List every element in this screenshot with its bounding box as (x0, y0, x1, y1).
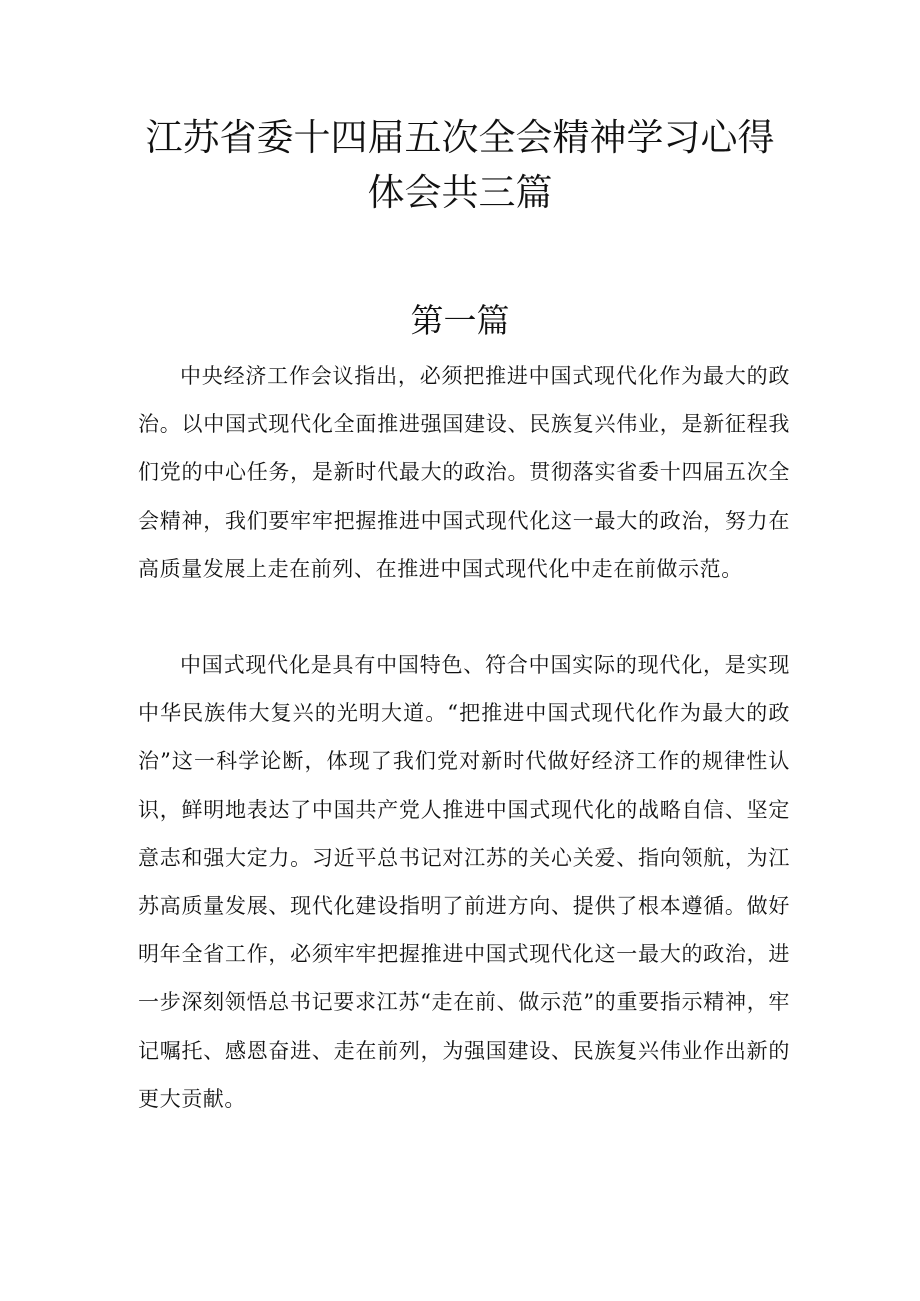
paragraph-2: 中国式现代化是具有中国特色、符合中国实际的现代化，是实现中华民族伟大复兴的光明大道。“把推进中国式现代化作为最大的政治”这一科学论断，体现了我们党对新时代做好经济工作的规律性认识，鲜明地表达了中国共产党人推进中国式现代化的战略自信、坚定意志和强大定力。习近平总书记对江苏的关心关爱、指向领航，为江苏高质量发展、现代化建设指明了前进方向、提供了根本遵循。做好明年全省工作，必须牢牢把握推进中国式现代化这一最大的政治，进一步深刻领悟总书记要求江苏“走在前、做示范”的重要指示精神，牢记嘱托、感恩奋进、走在前列，为强国建设、民族复兴伟业作出新的更大贡献。 (138, 653, 790, 1111)
document-title: 江苏省委十四届五次全会精神学习心得体会共三篇 (145, 116, 775, 214)
section-title: 第一篇 (410, 301, 510, 340)
paragraph-1: 中央经济工作会议指出，必须把推进中国式现代化作为最大的政治。以中国式现代化全面推进强国建设、民族复兴伟业，是新征程我们党的中心任务，是新时代最大的政治。贯彻落实省委十四届五次全会精神，我们要牢牢把握推进中国式现代化这一最大的政治，努力在高质量发展上走在前列、在推进中国式现代化中走在前做示范。 (138, 364, 790, 581)
